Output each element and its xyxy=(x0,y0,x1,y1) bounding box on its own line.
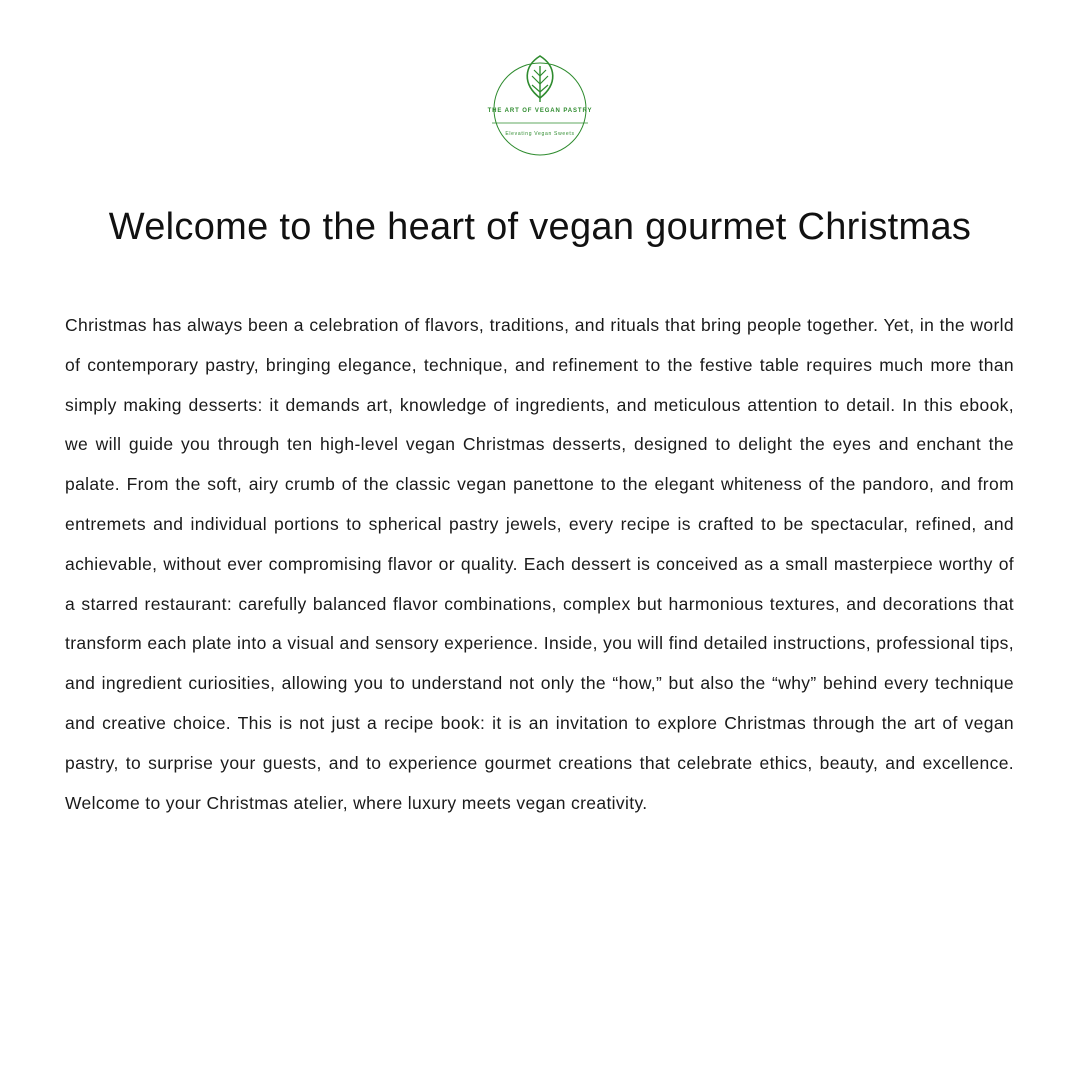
logo-tagline: Elevating Vegan Sweets xyxy=(505,131,575,137)
body-paragraph: Christmas has always been a celebration of flavors, traditions, and rituals that bring people together. Yet, in the world of contemporary pastry, bringing elegance, technique, and refinement to the festive table requires much more than simply making desserts: it demands art, knowledge of ingredients, and meticulous attention to detail. In this ebook, we will guide you through ten high-level vegan Christmas desserts, designed to delight the eyes and enchant the palate. From the soft, airy crumb of the classic vegan panettone to the elegant whiteness of the pandoro, and from entremets and individual portions to spherical pastry jewels, every recipe is crafted to be spectacular, refined, and achievable, without ever compromising flavor or quality. Each dessert is conceived as a small masterpiece worthy of a starred restaurant: carefully balanced flavor combinations, complex but harmonious textures, and decorations that transform each plate into a visual and sensory experience. Inside, you will find detailed instructions, professional tips, and ingredient curiosities, allowing you to understand not only the “how,” but also the “why” behind every technique and creative choice. This is not just a recipe book: it is an invitation to explore Christmas through the art of vegan pastry, to surprise your guests, and to experience gourmet creations that celebrate ethics, beauty, and excellence. Welcome to your Christmas atelier, where luxury meets vegan creativity. xyxy=(65,315,1014,813)
brand-logo xyxy=(478,52,602,164)
logo-brand-name: THE ART OF VEGAN PASTRY xyxy=(487,108,593,114)
page-title: Welcome to the heart of vegan gourmet Christmas xyxy=(108,206,972,248)
